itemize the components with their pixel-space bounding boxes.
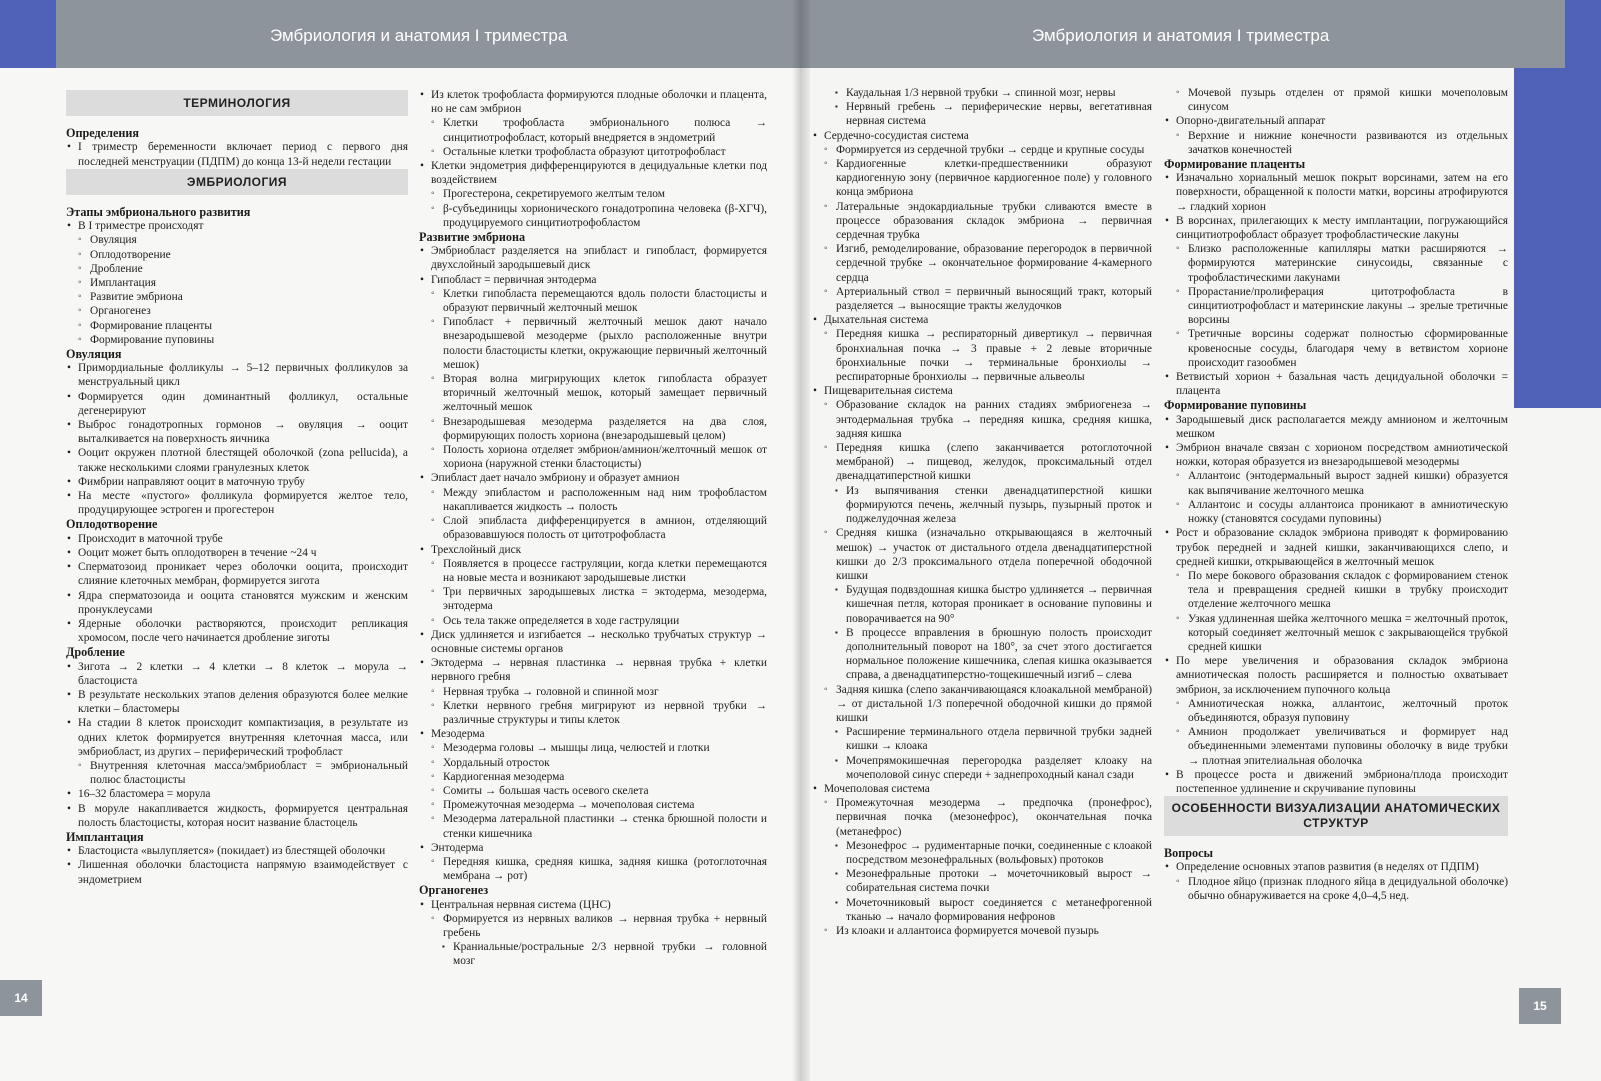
bullet-item: • Бластоциста «вылупляется» (покидает) из блестящей оболочки — [66, 844, 408, 858]
sub-bullet-item: ◦ Задняя кишка (слепо заканчивающаяся клоакальной мембраной) → от дистальной 1/3 поперечной ободочной кишки до прямой кишки — [812, 683, 1152, 726]
bullet-item: • Фимбрии направляют ооцит в маточную трубу — [66, 475, 408, 489]
bullet-item: • Опорно-двигательный аппарат — [1164, 114, 1508, 128]
sub-sub-bullet-item: ▪ Мезонефральные протоки → мочеточниковый вырост → собирательная система почки — [812, 867, 1152, 895]
sub-bullet-item: ◦ Внезародышевая мезодерма разделяется на два слоя, формирующих полость хориона (внезародышевый целом) — [419, 415, 767, 443]
sub-bullet-item: ◦ Хордальный отросток — [419, 756, 767, 770]
bullet-item: • Зигота → 2 клетки → 4 клетки → 8 клеток → морула → бластоциста — [66, 660, 408, 688]
sub-bullet-item: ◦ Формируется из нервных валиков → нервная трубка + нервный гребень — [419, 912, 767, 940]
sub-bullet-item: ◦ Мочевой пузырь отделен от прямой кишки мочеполовым синусом — [1164, 86, 1508, 114]
sub-bullet-item: ◦ Кардиогенная мезодерма — [419, 770, 767, 784]
right-edge-tab-blue — [1514, 68, 1601, 408]
sub-bullet-item: ◦ Дробление — [66, 262, 408, 276]
sub-bullet-item: ◦ Аллантоис (энтодермальный вырост задней кишки) образуется как выпячивание желточного мешка — [1164, 469, 1508, 497]
bullet-item: • На стадии 8 клеток происходит компактизация, в результате из одних клеток формируется внутренняя клеточная масса, или эмбриобласт, из других – периферический трофобласт — [66, 716, 408, 759]
sub-bullet-item: ◦ Клетки трофобласта эмбрионального полюса → синцитиотрофобласт, который внедряется в эндометрий — [419, 116, 767, 144]
bullet-item: • Ветвистый хорион + базальная часть децидуальной оболочки = плацента — [1164, 370, 1508, 398]
sub-bullet-item: ◦ Латеральные эндокардиальные трубки сливаются вместе в процессе образования складок эмбриона → первичная сердечная трубка — [812, 200, 1152, 243]
bullet-item: • Энтодерма — [419, 841, 767, 855]
sub-bullet-item: ◦ По мере бокового образования складок с формированием стенок тела и превращения средней кишки в трубку происходит отделение желточного мешка — [1164, 569, 1508, 612]
book-spine-shadow — [792, 0, 810, 1081]
subheading: Имплантация — [66, 829, 144, 844]
sub-sub-bullet-item: ▪ Краниальные/ростральные 2/3 нервной трубки → головной мозг — [419, 940, 767, 968]
sub-bullet-item: ◦ Прогестерона, секретируемого желтым телом — [419, 187, 767, 201]
sub-bullet-item: ◦ Из клоаки и аллантоиса формируется мочевой пузырь — [812, 924, 1152, 938]
subheading: Вопросы — [1164, 846, 1214, 861]
bullet-item: • В моруле накапливается жидкость, формируется центральная полость бластоцисты, которая носит название бластоцель — [66, 802, 408, 830]
sub-bullet-item: ◦ Формирование плаценты — [66, 319, 408, 333]
sub-bullet-item: ◦ Передняя кишка (слепо заканчивается ротоглоточной мембраной) → пищевод, желудок, проксимальный отдел двенадцатиперстной кишки — [812, 441, 1152, 484]
bullet-item: • По мере увеличения и образования складок эмбриона амниотическая полость расширяется и полностью охватывает эмбрион, за исключением пупочного кольца — [1164, 654, 1508, 697]
sub-bullet-item: ◦ Образование складок на ранних стадиях эмбриогенеза → энтодермальная трубка → передняя кишка, средняя кишка, задняя кишка — [812, 398, 1152, 441]
sub-bullet-item: ◦ Третичные ворсины содержат полностью сформированные кровеносные сосуды, благодаря чему в ветвистом хорионе происходит газообмен — [1164, 327, 1508, 370]
bullet-item: • Диск удлиняется и изгибается → несколько трубчатых структур → основные системы органов — [419, 628, 767, 656]
bullet-item: • Ядерные оболочки растворяются, происходит репликация хромосом, после чего начинается дробление зиготы — [66, 617, 408, 645]
subheading: Оплодотворение — [66, 517, 158, 532]
sub-bullet-item: ◦ Верхние и нижние конечности развиваются из отдельных зачатков конечностей — [1164, 129, 1508, 157]
sub-bullet-item: ◦ Средняя кишка (изначально открывающаяся в желточный мешок) → участок от дистального отдела двенадцатиперстной кишки до 2/3 проксимального отдела поперечной ободочной кишки — [812, 526, 1152, 583]
bullet-item: • Эктодерма → нервная пластинка → нервная трубка + клетки нервного гребня — [419, 656, 767, 684]
sub-bullet-item: ◦ Ось тела также определяется в ходе гаструляции — [419, 614, 767, 628]
bullet-item: • Клетки эндометрия дифференцируются в децидуальные клетки под воздействием — [419, 159, 767, 187]
bullet-item: • I триместр беременности включает период с первого дня последней менструации (ПДПМ) до конца 13-й недели гестации — [66, 140, 408, 168]
bullet-item: • Гипобласт = первичная энтодерма — [419, 273, 767, 287]
bullet-item: • Мезодерма — [419, 727, 767, 741]
bullet-item: • 16–32 бластомера = морула — [66, 787, 408, 801]
sub-bullet-item: ◦ Имплантация — [66, 276, 408, 290]
sub-bullet-item: ◦ Органогенез — [66, 304, 408, 318]
bullet-item: • В ворсинах, прилегающих к месту имплантации, погружающийся синцитиотрофобласт образует трофобластические лакуны — [1164, 214, 1508, 242]
bullet-item: • Ядра сперматозоида и ооцита становятся мужским и женским пронуклеусами — [66, 589, 408, 617]
section-heading: ТЕРМИНОЛОГИЯ — [66, 90, 408, 116]
bullet-item: • Мочеполовая система — [812, 782, 1152, 796]
sub-sub-bullet-item: ▪ Мезонефрос → рудиментарные почки, соединенные с клоакой посредством мезонефральных (вольфовых) протоков — [812, 839, 1152, 867]
sub-bullet-item: ◦ Амниотическая ножка, аллантоис, желточный проток объединяются, образуя пуповину — [1164, 697, 1508, 725]
sub-sub-bullet-item: ▪ Нервный гребень → периферические нервы, вегетативная нервная система — [812, 100, 1152, 128]
bullet-item: • В результате нескольких этапов деления образуются более мелкие клетки – бластомеры — [66, 688, 408, 716]
bullet-item: • Пищеварительная система — [812, 384, 1152, 398]
bullet-item: • Центральная нервная система (ЦНС) — [419, 898, 767, 912]
right-page-header — [800, 0, 1565, 68]
sub-sub-bullet-item: ▪ Мочеточниковый вырост соединяется с метанефрогенной тканью → начало формирования нефронов — [812, 896, 1152, 924]
bullet-item: • Выброс гонадотропных гормонов → овуляция → ооцит выталкивается на поверхность яичника — [66, 418, 408, 446]
sub-bullet-item: ◦ β-субъединицы хорионического гонадотропина человека (β-ХГЧ), продуцируемого синцитиотрофобластом — [419, 202, 767, 230]
sub-bullet-item: ◦ Артериальный ствол = первичный выносящий тракт, который разделяется → выносящие тракты желудочков — [812, 285, 1152, 313]
right-page — [800, 0, 1601, 1081]
bullet-item: • Примордиальные фолликулы → 5–12 первичных фолликулов за менструальный цикл — [66, 361, 408, 389]
sub-bullet-item: ◦ Кардиогенные клетки-предшественники образуют кардиогенную зону (первичное кардиогенное поле) у головного конца эмбриона — [812, 157, 1152, 200]
column-1 — [66, 90, 408, 887]
sub-bullet-item: ◦ Передняя кишка, средняя кишка, задняя кишка (ротоглоточная мембрана → рот) — [419, 855, 767, 883]
sub-sub-bullet-item: ▪ Будущая подвздошная кишка быстро удлиняется → первичная кишечная петля, которая проникает в основание пуповины и поворачивается на 90° — [812, 583, 1152, 626]
sub-bullet-item: ◦ Появляется в процессе гаструляции, когда клетки перемещаются на новые места и возникают зародышевые листки — [419, 557, 767, 585]
left-page-header — [56, 0, 800, 68]
bullet-item: • Формируется один доминантный фолликул, остальные дегенерируют — [66, 390, 408, 418]
bullet-item: • Ооцит может быть оплодотворен в течение ~24 ч — [66, 546, 408, 560]
subheading: Дробление — [66, 645, 125, 660]
sub-bullet-item: ◦ Внутренняя клеточная масса/эмбриобласт = эмбриональный полюс бластоцисты — [66, 759, 408, 787]
sub-bullet-item: ◦ Нервная трубка → головной и спинной мозг — [419, 685, 767, 699]
right-edge-tab-top — [1565, 0, 1601, 68]
bullet-item: • Рост и образование складок эмбриона приводят к формированию трубок передней и задней кишки, заканчивающихся слепо, и средней кишки, открывающейся в желточный мешок — [1164, 526, 1508, 569]
bullet-item: • Эмбрион вначале связан с хорионом посредством амниотической ножки, которая образуется из внезародышевой мезодермы — [1164, 441, 1508, 469]
section-heading: ЭМБРИОЛОГИЯ — [66, 169, 408, 195]
bullet-item: • Дыхательная система — [812, 313, 1152, 327]
bullet-item: • Происходит в маточной трубе — [66, 532, 408, 546]
right-header-title: Эмбриология и анатомия I триместра — [1032, 26, 1330, 45]
page-number-left: 14 — [0, 980, 42, 1016]
sub-bullet-item: ◦ Передняя кишка → респираторный дивертикул → первичная бронхиальная почка → 3 правые + 2 левые вторичные бронхиальные почки → терминальные бронхиолы → респираторные бронхиолы → первичные альвеолы — [812, 327, 1152, 384]
sub-bullet-item: ◦ Оплодотворение — [66, 248, 408, 262]
subheading: Органогенез — [419, 883, 489, 898]
section-heading: ОСОБЕННОСТИ ВИЗУАЛИЗАЦИИ АНАТОМИЧЕСКИХ СТРУКТУР — [1164, 796, 1508, 836]
column-2 — [419, 88, 767, 969]
sub-bullet-item: ◦ Формирование пуповины — [66, 333, 408, 347]
sub-bullet-item: ◦ Промежуточная мезодерма → предпочка (пронефрос), первичная почка (мезонефрос), окончательная почка (метанефрос) — [812, 796, 1152, 839]
sub-sub-bullet-item: ▪ Расширение терминального отдела первичной трубки задней кишки → клоака — [812, 725, 1152, 753]
bullet-item: • Сердечно-сосудистая система — [812, 129, 1152, 143]
left-edge-tab — [0, 0, 56, 68]
sub-bullet-item: ◦ Овуляция — [66, 233, 408, 247]
bullet-item: • Сперматозоид проникает через оболочки ооцита, происходит слияние клеточных мембран, формируется зигота — [66, 560, 408, 588]
sub-bullet-item: ◦ Мезодерма латеральной пластинки → стенка брюшной полости и стенки кишечника — [419, 812, 767, 840]
sub-bullet-item: ◦ Остальные клетки трофобласта образуют цитотрофобласт — [419, 145, 767, 159]
sub-bullet-item: ◦ Промежуточная мезодерма → мочеполовая система — [419, 798, 767, 812]
sub-bullet-item: ◦ Амнион продолжает увеличиваться и формирует над объединенными элементами пуповины оболочку в виде трубки → плотная эпителиальная оболочка — [1164, 725, 1508, 768]
sub-sub-bullet-item: ▪ Каудальная 1/3 нервной трубки → спинной мозг, нервы — [812, 86, 1152, 100]
bullet-item: • В процессе роста и движений эмбриона/плода происходит постепенное удлинение и скручивание пуповины — [1164, 768, 1508, 796]
sub-bullet-item: ◦ Слой эпибласта дифференцируется в амнион, отделяющий образовавшуюся полость от цитотрофобласта — [419, 514, 767, 542]
sub-bullet-item: ◦ Сомиты → большая часть осевого скелета — [419, 784, 767, 798]
sub-bullet-item: ◦ Аллантоис и сосуды аллантоиса проникают в амниотическую ножку (становятся сосудами пуповины) — [1164, 498, 1508, 526]
bullet-item: • Эпибласт дает начало эмбриону и образует амнион — [419, 471, 767, 485]
subheading: Этапы эмбрионального развития — [66, 205, 251, 220]
subheading: Формирование пуповины — [1164, 398, 1307, 413]
subheading: Формирование плаценты — [1164, 157, 1306, 172]
subheading: Овуляция — [66, 347, 122, 362]
bullet-item: • В I триместре происходят — [66, 219, 408, 233]
sub-sub-bullet-item: ▪ Мочепрямокишечная перегородка разделяет клоаку на мочеполовой синус спереди + заднепроходный канал сзади — [812, 754, 1152, 782]
bullet-item: • На месте «пустого» фолликула формируется желтое тело, продуцирующее эстроген и прогестерон — [66, 489, 408, 517]
sub-bullet-item: ◦ Между эпибластом и расположенным над ним трофобластом накапливается жидкость → полость — [419, 486, 767, 514]
sub-bullet-item: ◦ Клетки нервного гребня мигрируют из нервной трубки → различные структуры и типы клеток — [419, 699, 767, 727]
subheading: Определения — [66, 126, 139, 141]
sub-bullet-item: ◦ Гипобласт + первичный желточный мешок дают начало внезародышевой мезодерме (рыхло расположенные внутри полости бластоцисты клетки, окружающие первичный желточный мешок) — [419, 315, 767, 372]
sub-bullet-item: ◦ Прорастание/пролиферация цитотрофобласта в синцитиотрофобласт и материнские лакуны → зрелые третичные ворсины — [1164, 285, 1508, 328]
bullet-item: • Лишенная оболочки бластоциста напрямую взаимодействует с эндометрием — [66, 858, 408, 886]
bullet-item: • Эмбриобласт разделяется на эпибласт и гипобласт, формируется двухслойный зародышевый диск — [419, 244, 767, 272]
bullet-item: • Зародышевый диск располагается между амнионом и желточным мешком — [1164, 413, 1508, 441]
bullet-item: • Трехслойный диск — [419, 543, 767, 557]
bullet-item: • Определение основных этапов развития (в неделях от ПДПМ) — [1164, 860, 1508, 874]
sub-sub-bullet-item: ▪ Из выпячивания стенки двенадцатиперстной кишки формируются печень, желчный пузырь, пузырный проток и поджелудочная железа — [812, 484, 1152, 527]
page-number-right: 15 — [1519, 988, 1561, 1024]
sub-bullet-item: ◦ Формируется из сердечной трубки → сердце и крупные сосуды — [812, 143, 1152, 157]
sub-bullet-item: ◦ Вторая волна мигрирующих клеток гипобласта образует вторичный желточный мешок, который замещает первичный желточный мешок — [419, 372, 767, 415]
sub-bullet-item: ◦ Мезодерма головы → мышцы лица, челюстей и глотки — [419, 741, 767, 755]
sub-bullet-item: ◦ Клетки гипобласта перемещаются вдоль полости бластоцисты и образуют первичный желточный мешок — [419, 287, 767, 315]
sub-bullet-item: ◦ Три первичных зародышевых листка = эктодерма, мезодерма, энтодерма — [419, 585, 767, 613]
column-3 — [812, 86, 1152, 938]
sub-bullet-item: ◦ Развитие эмбриона — [66, 290, 408, 304]
subheading: Развитие эмбриона — [419, 230, 526, 245]
column-4 — [1164, 86, 1508, 903]
sub-bullet-item: ◦ Изгиб, ремоделирование, образование перегородок в первичной сердечной трубке → окончательное формирование 4-камерного сердца — [812, 242, 1152, 285]
sub-bullet-item: ◦ Плодное яйцо (признак плодного яйца в децидуальной оболочке) обычно обнаруживается на сроке 4,0–4,5 нед. — [1164, 875, 1508, 903]
left-header-title: Эмбриология и анатомия I триместра — [270, 26, 568, 45]
sub-bullet-item: ◦ Узкая удлиненная шейка желточного мешка = желточный проток, который соединяет желточный мешок с закрывающейся трубкой средней кишки — [1164, 612, 1508, 655]
left-page — [0, 0, 800, 1081]
bullet-item: • Изначально хориальный мешок покрыт ворсинами, затем на его поверхности, обращенной к полости матки, ворсины атрофируются → гладкий хорион — [1164, 171, 1508, 214]
sub-sub-bullet-item: ▪ В процессе вправления в брюшную полость происходит дополнительный поворот на 180°, за счет этого достигается нормальное положение кишечника, слепая кишка оказывается справа, а двенадцатиперстно-тощекишечный изгиб – слева — [812, 626, 1152, 683]
sub-bullet-item: ◦ Полость хориона отделяет эмбрион/амнион/желточный мешок от хориона (наружной стенки бластоцисты) — [419, 443, 767, 471]
bullet-item: • Из клеток трофобласта формируются плодные оболочки и плацента, но не сам эмбрион — [419, 88, 767, 116]
bullet-item: • Ооцит окружен плотной блестящей оболочкой (zona pellucida), а также несколькими слоями гранулезных клеток — [66, 446, 408, 474]
sub-bullet-item: ◦ Близко расположенные капилляры матки расширяются → формируются материнские синусоиды, связанные с трофобластическими лакунами — [1164, 242, 1508, 285]
